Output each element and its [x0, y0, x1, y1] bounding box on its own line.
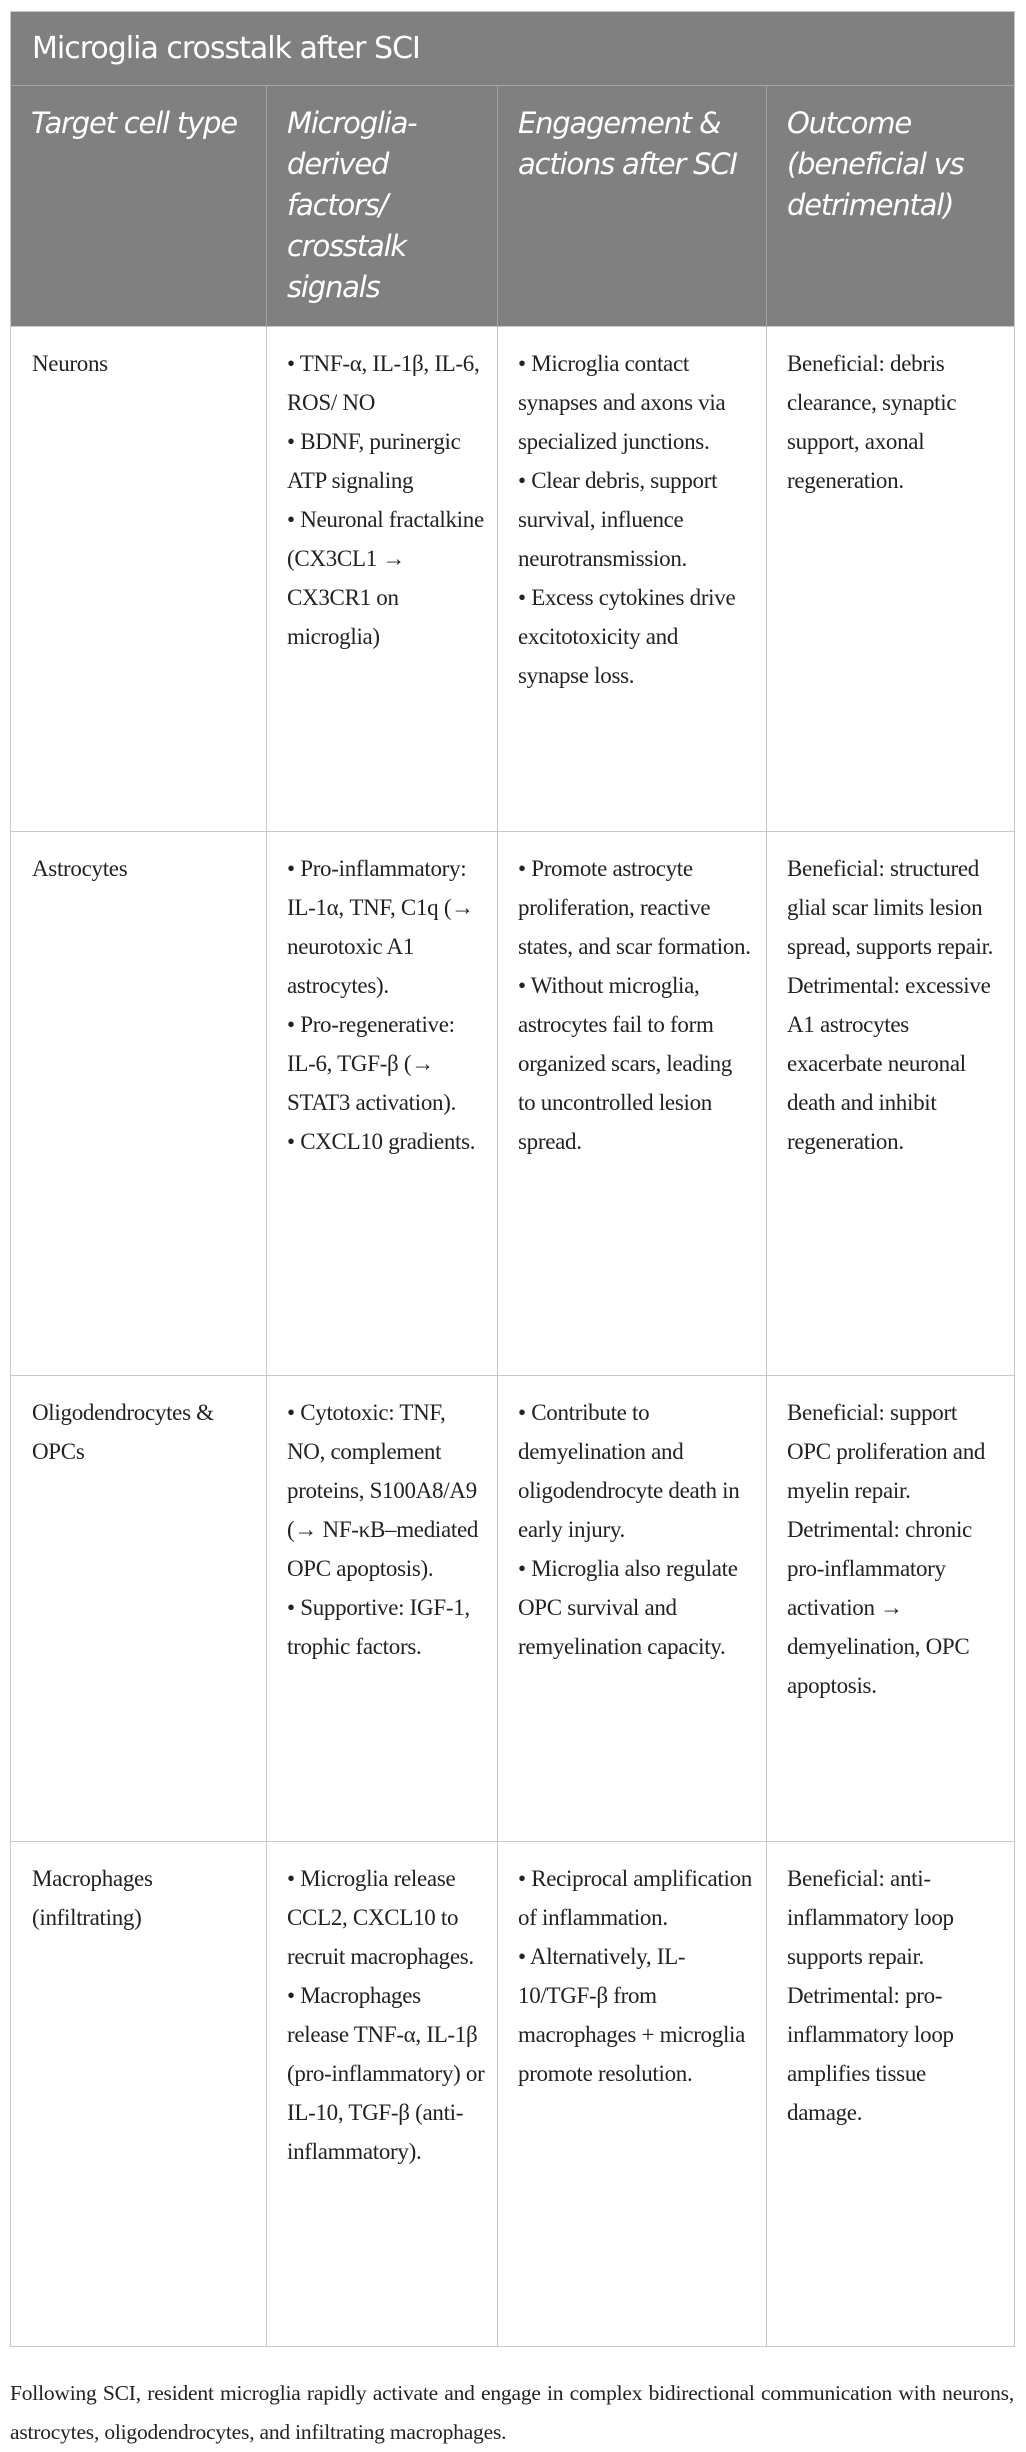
- column-header-outcome: Outcome (beneficial vs detrimental): [767, 86, 1015, 327]
- factor-item: • Microglia release CCL2, CXCL10 to recruit macrophages.: [287, 1866, 474, 1969]
- cell-actions: [498, 832, 767, 1376]
- cell-outcome: [767, 1842, 1015, 2347]
- factor-item: • Neuronal fractalkine (CX3CL1 → CX3CR1 on microglia): [287, 507, 484, 649]
- outcome-item: Detrimental: excessive A1 astrocytes exacerbate neuronal death and inhibit regeneration.: [787, 973, 991, 1154]
- cell-outcome: [767, 832, 1015, 1376]
- outcome-item: Beneficial: debris clearance, synaptic support, axonal regeneration.: [787, 351, 957, 493]
- action-item: • Promote astrocyte proliferation, reactive states, and scar formation.: [518, 856, 751, 959]
- factor-item: • BDNF, purinergic ATP signaling: [287, 429, 461, 493]
- table-header-row: [11, 86, 1015, 327]
- cell-target-cell-type: Oligodendrocytes & OPCs: [11, 1376, 267, 1842]
- cell-outcome: [767, 327, 1015, 832]
- outcome-item: Beneficial: support OPC proliferation and myelin repair.: [787, 1400, 986, 1503]
- table-footnote: Following SCI, resident microglia rapidly activate and engage in complex bidirectional communication with neurons, astrocytes, oligodendrocytes, and infiltrating macrophages.: [10, 2380, 1014, 2444]
- cell-outcome: [767, 1376, 1015, 1842]
- action-item: • Without microglia, astrocytes fail to form organized scars, leading to uncontrolled lesion spread.: [518, 973, 732, 1154]
- outcome-item: Beneficial: anti-inflammatory loop supports repair.: [787, 1866, 954, 1969]
- table-row-neurons: [11, 327, 1015, 832]
- cell-factors: [267, 832, 498, 1376]
- cell-target-cell-type: Neurons: [11, 327, 267, 832]
- factor-item: • Pro-regenerative: IL-6, TGF-β (→ STAT3 activation).: [287, 1012, 457, 1115]
- action-item: • Reciprocal amplification of inflammation.: [518, 1866, 752, 1930]
- table-row-oligodendrocytes: [11, 1376, 1015, 1842]
- factor-item: • Supportive: IGF-1, trophic factors.: [287, 1595, 470, 1659]
- cell-target-cell-type: Astrocytes: [11, 832, 267, 1376]
- column-header-target-cell-type: Target cell type: [11, 86, 267, 327]
- action-item: • Microglia contact synapses and axons via specialized junctions.: [518, 351, 726, 454]
- factor-item: • TNF-α, IL-1β, IL-6, ROS/ NO: [287, 351, 480, 415]
- cell-factors: [267, 1376, 498, 1842]
- outcome-item: Beneficial: structured glial scar limits lesion spread, supports repair.: [787, 856, 994, 959]
- table-title: Microglia crosstalk after SCI: [11, 12, 1015, 86]
- table-row-astrocytes: [11, 832, 1015, 1376]
- column-header-actions: Engagement & actions after SCI: [498, 86, 767, 327]
- action-item: • Excess cytokines drive excitotoxicity and synapse loss.: [518, 585, 736, 688]
- crosstalk-table: [10, 11, 1015, 2347]
- table-row-macrophages: [11, 1842, 1015, 2347]
- cell-actions: [498, 327, 767, 832]
- factor-item: • Cytotoxic: TNF, NO, complement proteins, S100A8/A9 (→ NF-κB–mediated OPC apoptosis).: [287, 1400, 479, 1581]
- cell-factors: [267, 327, 498, 832]
- outcome-item: Detrimental: pro-inflammatory loop amplifies tissue damage.: [787, 1983, 954, 2125]
- cell-factors: [267, 1842, 498, 2347]
- cell-actions: [498, 1376, 767, 1842]
- factor-item: • Pro-inflammatory: IL-1α, TNF, C1q (→ neurotoxic A1 astrocytes).: [287, 856, 474, 998]
- action-item: • Clear debris, support survival, influence neurotransmission.: [518, 468, 718, 571]
- outcome-item: Detrimental: chronic pro-inflammatory activation → demyelination, OPC apoptosis.: [787, 1517, 972, 1698]
- action-item: • Contribute to demyelination and oligodendrocyte death in early injury.: [518, 1400, 740, 1542]
- factor-item: • CXCL10 gradients.: [287, 1129, 476, 1154]
- column-header-factors: Microglia-derived factors/ crosstalk signals: [267, 86, 498, 327]
- cell-actions: [498, 1842, 767, 2347]
- action-item: • Microglia also regulate OPC survival and remyelination capacity.: [518, 1556, 738, 1659]
- factor-item: • Macrophages release TNF-α, IL-1β (pro-inflammatory) or IL-10, TGF-β (anti-inflammatory).: [287, 1983, 485, 2164]
- action-item: • Alternatively, IL-10/TGF-β from macrophages + microglia promote resolution.: [518, 1944, 746, 2086]
- cell-target-cell-type: Macrophages (infiltrating): [11, 1842, 267, 2347]
